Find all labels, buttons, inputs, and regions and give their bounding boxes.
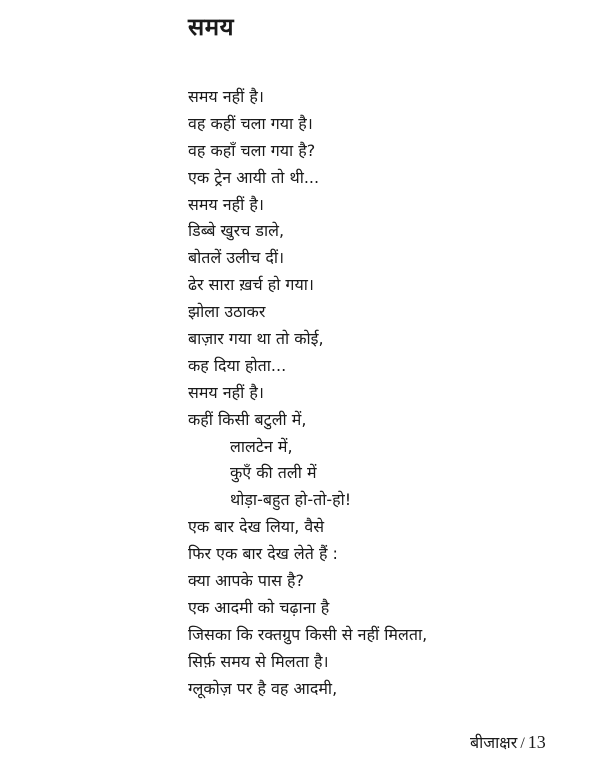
poem-line: एक आदमी को चढ़ाना है (188, 597, 330, 617)
poem-line: वह कहीं चला गया है। (188, 113, 313, 133)
poem-line: लालटेन में, (230, 436, 293, 456)
poem-line: वह कहाँ चला गया है? (188, 140, 316, 160)
poem-line: बोतलें उलीच दीं। (188, 248, 285, 268)
poem-line: थोड़ा-बहुत हो-तो-हो! (230, 490, 352, 510)
poem-line: क्या आपके पास है? (188, 571, 305, 591)
poem-line: कुएँ की तली में (230, 463, 317, 483)
book-title: बीजाक्षर (470, 733, 518, 752)
page-footer (470, 731, 546, 753)
poem-line: फिर एक बार देख लेते हैं : (188, 544, 338, 564)
poem-line: जिसका कि रक्तग्रुप किसी से नहीं मिलता, (188, 624, 428, 644)
page-number: 13 (527, 732, 546, 752)
poem-line: सिर्फ़ समय से मिलता है। (188, 651, 329, 671)
poem-line: ग्लूकोज़ पर है वह आदमी, (188, 678, 338, 698)
poem-body (188, 84, 427, 702)
poem-title: समय (188, 13, 234, 41)
poem-line: समय नहीं है। (188, 382, 264, 402)
footer-separator: / (520, 735, 525, 752)
poem-line: एक बार देख लिया, वैसे (188, 517, 325, 537)
poem-line: एक ट्रेन आयी तो थी... (188, 167, 320, 187)
poem-line: कह दिया होता... (188, 355, 287, 375)
poem-line: समय नहीं है। (188, 194, 264, 214)
poem-line: बाज़ार गया था तो कोई, (188, 329, 324, 349)
poem-line: समय नहीं है। (188, 87, 264, 106)
poem-line: डिब्बे खुरच डाले, (188, 221, 285, 241)
poem-line: झोला उठाकर (188, 302, 266, 322)
poem-line: ढेर सारा ख़र्च हो गया। (188, 275, 314, 295)
poem-line: कहीं किसी बटुली में, (188, 409, 307, 429)
